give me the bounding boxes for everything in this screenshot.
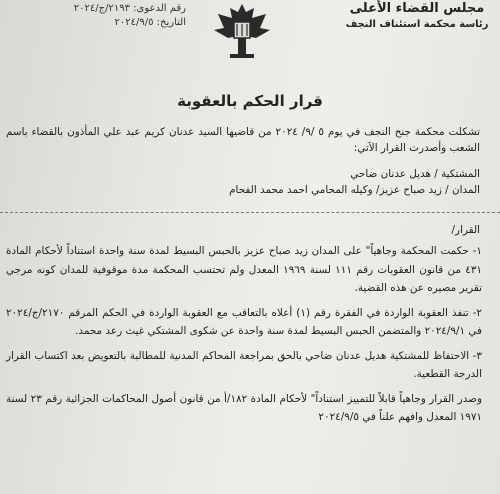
case-date: التاريخ: ٢٠٢٤/٩/٥ [114, 17, 186, 28]
convicted-line: المدان / زيد صباح عزيز/ وكيله المحامي احمد محمد الفحام [229, 184, 480, 196]
intro-paragraph: تشكلت محكمة جنح النجف في يوم ٥ /٩/ ٢٠٢٤ من قاضيها السيد عدنان كريم عبد علي المأذون بالقضاء باسم الشعب وأصدرت القرار الآتي: [6, 126, 480, 154]
decision-item-2: ٢- تنفذ العقوبة الواردة في الفقرة رقم (١) أعلاه بالتعاقب مع العقوبة الواردة في الحكم المرقم ٢١٧٠/ج/٢٠٢٤ في ٢٠٢٤/٩/١ والمتضمن الحبس البسيط لمدة سنة واحدة عن شكوى المشتكي غيث رعد محمد. [6, 306, 482, 337]
decision-items [6, 242, 482, 437]
decision-item-1: ١- حكمت المحكمة وجاهياً" على المدان زيد صباح عزيز بالحبس البسيط لمدة سنة واحدة استناداً لأحكام المادة ٤٣١ من قانون العقوبات رقم ١١١ لسنة ١٩٦٩ المعدل ولم تحتسب المحكمة مدة موقوفية للمدان كونه مرجي تقرير مصيره عن هذه القضية. [6, 245, 482, 294]
letterhead [342, 0, 492, 33]
document-title: قرار الحكم بالعقوبة [177, 92, 323, 110]
case-reference [36, 2, 186, 30]
decision-label: القرار/ [451, 224, 480, 236]
case-number: رقم الدعوى: ٢١٩٣/ج/٢٠٢٤ [73, 3, 186, 14]
org-subtitle: رئاسة محكمة استئناف النجف [345, 19, 489, 30]
closing-paragraph: وصدر القرار وجاهياً قابلاً للتمييز استناداً" لأحكام المادة ١٨٢/أ من قانون أصول المحاكمات الجزائية رقم ٢٣ لسنة ١٩٧١ المعدل وافهم علناً في ٢٠٢٤/٩/٥ [6, 392, 482, 423]
org-name: مجلس القضاء الأعلى [349, 1, 485, 16]
decision-item-3: ٣- الاحتفاظ للمشتكية هديل عدنان ضاحي بالحق بمراجعة المحاكم المدنية للمطالبة بالتعويض بعد اكتساب القرار الدرجة القطعية. [6, 349, 482, 380]
complainant-line: المشتكية / هديل عدنان ضاحي [350, 168, 480, 180]
section-divider [0, 212, 500, 213]
iraq-eagle-emblem [210, 0, 274, 60]
intro-section [6, 124, 480, 198]
